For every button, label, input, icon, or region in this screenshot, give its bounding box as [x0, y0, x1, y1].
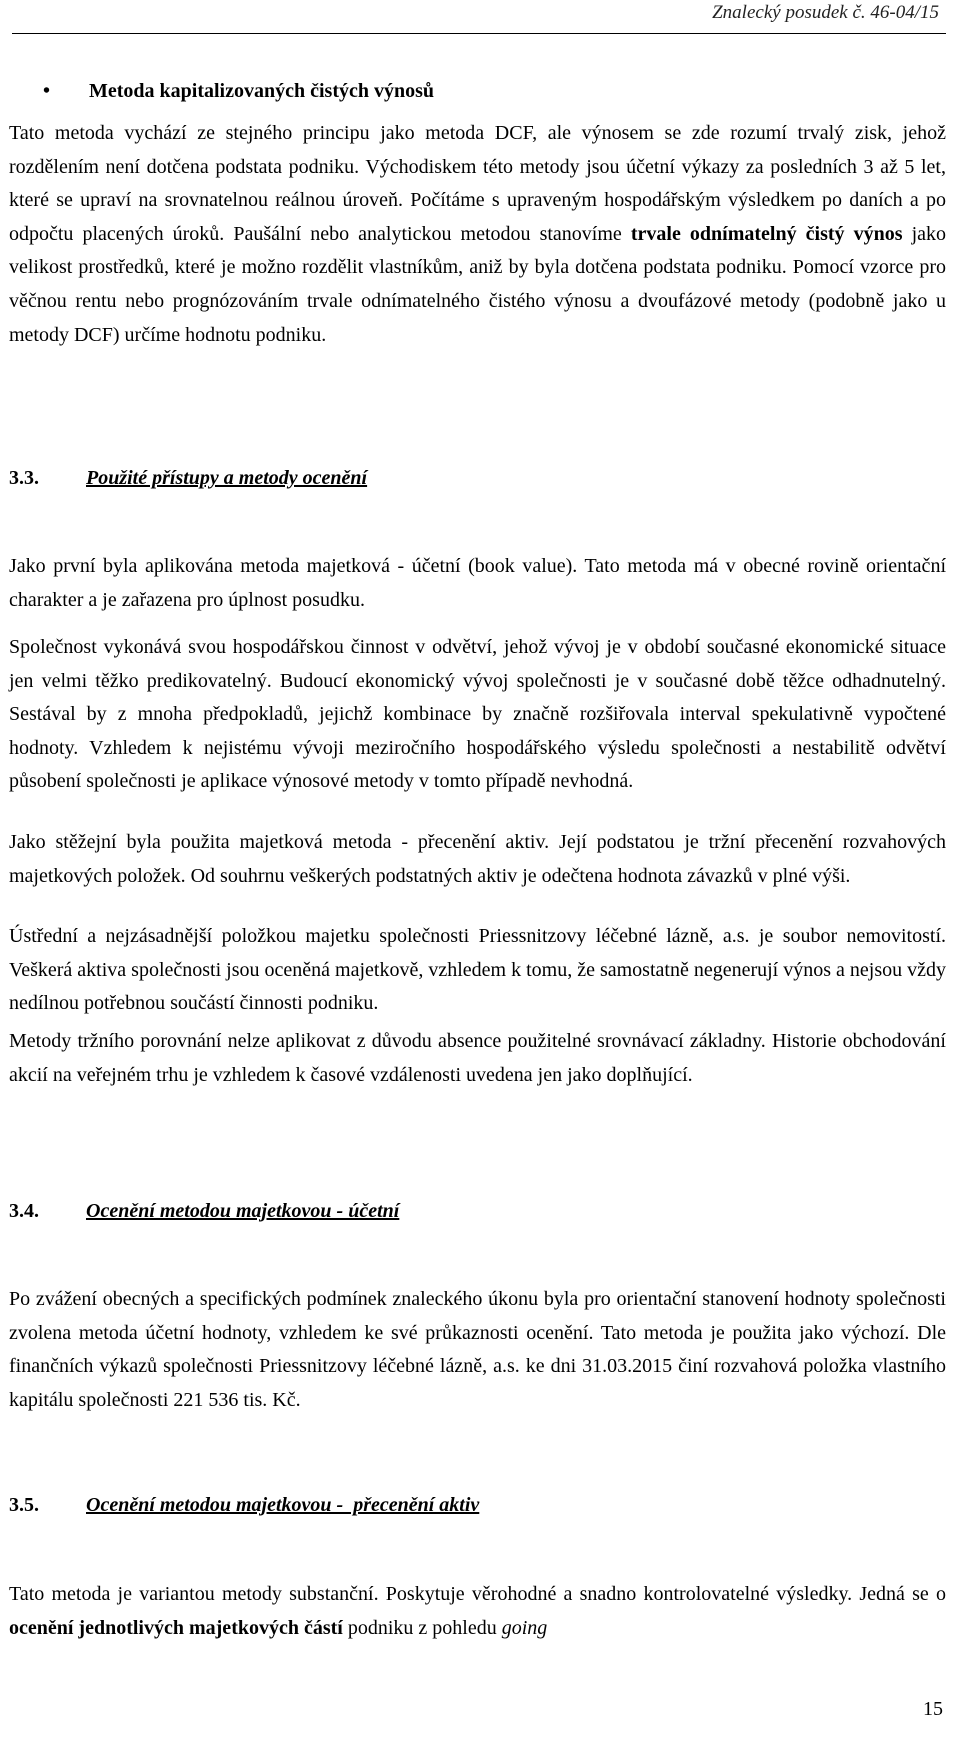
paragraph-capitalization [9, 117, 946, 352]
section-title: Ocenění metodou majetkovou - přecenění aktiv [86, 1494, 480, 1516]
paragraph-real-estate: Ústřední a nejzásadnější položkou majetku společnosti Priessnitzovy léčebné lázně, a.s. je soubor nemovitostí. Veškerá aktiva společnosti jsou oceněná majetkově, vzhledem k tomu, že samostatně negenerují výnos a nejsou vždy nedílnou potřebnou součástí činnosti podniku. [9, 925, 946, 1015]
italic-term: going [501, 1616, 548, 1639]
section-number: 3.3. [9, 467, 39, 489]
paragraph-text: Tato metoda je variantou metody substanční. Poskytuje věrohodné a snadno kontrolovatelné výsledky. Jedná se o [9, 1583, 946, 1605]
section-title: Použité přístupy a metody ocenění [86, 467, 368, 489]
paragraph-text: jako velikost prostředků, které je možno rozdělit vlastníkům, aniž by byla dotčena podstata podniku. Pomocí vzorce pro věčnou rentu nebo prognózováním trvale odnímatelného čistého výnosu a dvoufázové metody (podobně jako u metody DCF) určíme hodnotu podniku. [9, 222, 947, 346]
section-title: Ocenění metodou majetkovou - účetní [86, 1200, 400, 1222]
bold-term: ocenění jednotlivých majetkových částí [9, 1616, 343, 1639]
section-number: 3.5. [9, 1494, 39, 1516]
paragraph-accounting-value: Po zvážení obecných a specifických podmínek znaleckého úkonu byla pro orientační stanovení hodnoty společnosti zvolena metoda účetní hodnoty, vzhledem ke své průkaznosti ocenění. Tato metoda je použita jako výchozí. Dle finančních výkazů společnosti Priessnitzovy léčebné lázně, a.s. ke dni 31.03.2015 činí rozvahová položka vlastního kapitálu společnosti 221 536 tis. Kč. [9, 1288, 946, 1411]
paragraph-market-comparison: Metody tržního porovnání nelze aplikovat z důvodu absence použitelné srovnávací základny. Historie obchodování akcií na veřejném trhu je vzhledem k časové vzdálenosti uvedena jen jako doplňující. [9, 1030, 946, 1086]
bold-term: trvale odnímatelný čistý výnos [630, 222, 903, 245]
section-number: 3.4. [9, 1200, 39, 1222]
paragraph-text: podniku z pohledu [342, 1616, 502, 1639]
bullet-icon: • [43, 80, 51, 102]
paragraph-text: Tato metoda vychází ze stejného principu jako metoda DCF, ale výnosem se zde rozumí trvalý zisk, jehož rozdělením není dotčena podstata podniku. Východiskem této metody jsou účetní výkazy za posledních 3 až 5 let, které se upraví na srovnatelnou reálnou úroveň. Počítáme s upraveným hospodářským výsledkem po daních a po odpočtu placených úroků. Paušální nebo analytickou metodou stanovíme [9, 122, 946, 245]
paragraph-asset-revaluation: Jako stěžejní byla použita majetková metoda - přecenění aktiv. Její podstatou je tržní přecenění rozvahových majetkových položek. Od souhrnu veškerých podstatných aktiv je odečtena hodnota závazků v plné výši. [9, 831, 946, 887]
running-header: Znalecký posudek č. 46-04/15 [712, 2, 939, 23]
method-heading-text: Metoda kapitalizovaných čistých výnosů [89, 80, 435, 102]
header-rule [12, 33, 946, 34]
paragraph-book-value: Jako první byla aplikována metoda majetková - účetní (book value). Tato metoda má v obecné rovině orientační charakter a je zařazena pro úplnost posudku. [9, 555, 946, 611]
paragraph-income-approach: Společnost vykonává svou hospodářskou činnost v odvětví, jehož vývoj je v období současné ekonomické situace jen velmi těžko predikovatelný. Budoucí ekonomický vývoj společnosti je v současné době těžce odhadnutelný. Sestával by z mnoha předpokladů, jejichž kombinace by značně rozšiřovala interval spekulativně vypočtené hodnoty. Vzhledem k nejistému vývoji meziročního hospodářského výsledu společnosti a nestabilitě odvětví působení společnosti je aplikace výnosové metody v tomto případě nevhodná. [9, 636, 946, 793]
paragraph-substance-method [9, 1578, 946, 1645]
page-number: 15 [923, 1698, 943, 1720]
